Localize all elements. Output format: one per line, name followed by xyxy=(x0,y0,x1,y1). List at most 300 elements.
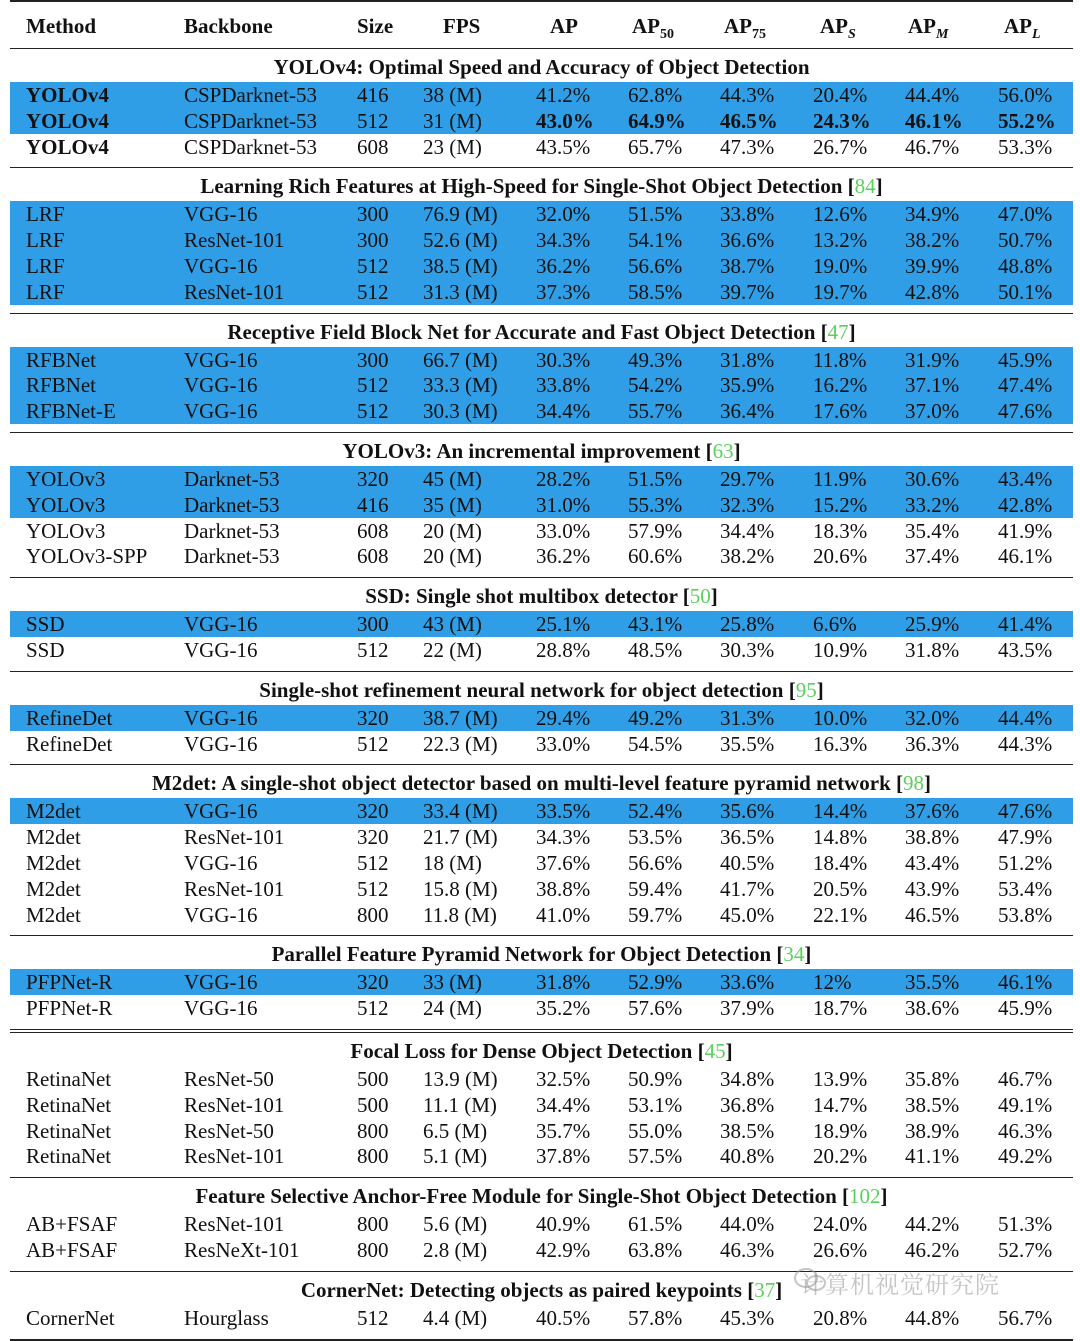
cell-backbone: ResNet-101 xyxy=(184,876,285,901)
cell-apm: 38.8% xyxy=(905,825,960,850)
cell-aps: 20.8% xyxy=(813,1305,868,1330)
cell-size: 608 xyxy=(357,134,389,159)
cell-backbone: Darknet-53 xyxy=(184,466,280,491)
cell-aps: 10.0% xyxy=(813,705,868,730)
cell-ap75: 37.9% xyxy=(720,996,775,1021)
cell-method: YOLOv3 xyxy=(26,466,106,491)
cell-apl: 47.6% xyxy=(998,799,1053,824)
cell-apm: 42.8% xyxy=(905,279,960,304)
cell-method: YOLOv4 xyxy=(26,134,109,159)
cell-apl: 46.1% xyxy=(998,970,1053,995)
section-title xyxy=(10,1033,1073,1066)
cell-ap: 33.0% xyxy=(536,731,591,756)
cell-apm: 43.9% xyxy=(905,876,960,901)
cell-fps: 5.1 (M) xyxy=(423,1144,488,1169)
cell-ap50: 57.5% xyxy=(628,1144,683,1169)
citation-link[interactable]: 45 xyxy=(704,1038,726,1063)
cell-fps: 23 (M) xyxy=(423,134,482,159)
cell-ap50: 58.5% xyxy=(628,279,683,304)
citation: [50] xyxy=(677,584,718,609)
table-row xyxy=(10,850,1073,876)
cell-backbone: VGG-16 xyxy=(184,637,258,662)
cell-ap75: 30.3% xyxy=(720,637,775,662)
cell-apm: 43.4% xyxy=(905,850,960,875)
cell-ap50: 54.1% xyxy=(628,228,683,253)
cell-apm: 30.6% xyxy=(905,466,960,491)
cell-ap: 36.2% xyxy=(536,544,591,569)
cell-ap: 34.4% xyxy=(536,1092,591,1117)
cell-ap: 33.0% xyxy=(536,518,591,543)
cell-ap75: 36.8% xyxy=(720,1092,775,1117)
cell-apl: 51.2% xyxy=(998,850,1053,875)
cell-fps: 18 (M) xyxy=(423,850,482,875)
cell-size: 416 xyxy=(357,492,389,517)
cell-method: YOLOv3-SPP xyxy=(26,544,148,569)
cell-fps: 43 (M) xyxy=(423,612,482,637)
cell-backbone: Darknet-53 xyxy=(184,492,280,517)
cell-apl: 44.4% xyxy=(998,705,1053,730)
cell-ap75: 33.8% xyxy=(720,202,775,227)
cell-fps: 33.4 (M) xyxy=(423,799,498,824)
cell-apm: 35.4% xyxy=(905,518,960,543)
citation-link[interactable]: 47 xyxy=(827,319,849,344)
section-title xyxy=(10,314,1073,347)
section-title xyxy=(10,578,1073,611)
table-row xyxy=(10,1092,1073,1118)
cell-apm: 44.8% xyxy=(905,1305,960,1330)
cell-ap: 38.8% xyxy=(536,876,591,901)
cell-apl: 56.0% xyxy=(998,83,1053,107)
cell-fps: 38 (M) xyxy=(423,83,482,107)
cell-size: 800 xyxy=(357,1237,389,1262)
cell-method: LRF xyxy=(26,202,65,227)
table-row xyxy=(10,492,1073,518)
section-title xyxy=(10,1178,1073,1211)
cell-ap75: 45.3% xyxy=(720,1305,775,1330)
table-row xyxy=(10,201,1073,227)
section-title-text: YOLOv3: An incremental improvement xyxy=(342,438,701,463)
cell-method: PFPNet-R xyxy=(26,970,113,995)
cell-size: 512 xyxy=(357,876,389,901)
cell-apl: 43.4% xyxy=(998,466,1053,491)
cell-size: 512 xyxy=(357,399,389,424)
cell-backbone: VGG-16 xyxy=(184,799,258,824)
table-row xyxy=(10,1143,1073,1169)
table-row xyxy=(10,372,1073,398)
header-ap50-sub: 50 xyxy=(660,27,674,42)
cell-fps: 45 (M) xyxy=(423,466,482,491)
cell-method: RFBNet-E xyxy=(26,399,116,424)
cell-apm: 35.5% xyxy=(905,970,960,995)
cell-fps: 15.8 (M) xyxy=(423,876,498,901)
cell-backbone: ResNet-50 xyxy=(184,1066,274,1091)
table-body xyxy=(10,49,1073,1339)
cell-backbone: Darknet-53 xyxy=(184,544,280,569)
section-8 xyxy=(10,935,1073,1029)
cell-method: LRF xyxy=(26,279,65,304)
cell-fps: 13.9 (M) xyxy=(423,1066,498,1091)
cell-aps: 20.2% xyxy=(813,1144,868,1169)
cell-method: YOLOv3 xyxy=(26,492,106,517)
table-row xyxy=(10,253,1073,279)
cell-ap: 31.0% xyxy=(536,492,591,517)
cell-apm: 37.1% xyxy=(905,373,960,398)
cell-backbone: CSPDarknet-53 xyxy=(184,134,317,159)
cell-aps: 6.6% xyxy=(813,612,857,637)
section-title xyxy=(10,765,1073,798)
cell-apl: 45.9% xyxy=(998,347,1053,372)
cell-ap: 32.5% xyxy=(536,1066,591,1091)
table-row xyxy=(10,731,1073,757)
header-apm xyxy=(908,14,949,42)
section-title xyxy=(10,672,1073,705)
section-title-text: Single-shot refinement neural network for object detection xyxy=(259,677,784,702)
cell-aps: 12.6% xyxy=(813,202,868,227)
cell-apl: 49.2% xyxy=(998,1144,1053,1169)
section-title xyxy=(10,433,1073,466)
cell-size: 416 xyxy=(357,83,389,107)
cell-size: 512 xyxy=(357,731,389,756)
cell-backbone: VGG-16 xyxy=(184,253,258,278)
cell-backbone: Hourglass xyxy=(184,1305,269,1330)
cell-aps: 24.3% xyxy=(813,108,871,133)
cell-ap: 37.6% xyxy=(536,850,591,875)
cell-size: 300 xyxy=(357,202,389,227)
section-title xyxy=(10,168,1073,201)
cell-aps: 26.7% xyxy=(813,134,868,159)
cell-apm: 34.9% xyxy=(905,202,960,227)
cell-ap75: 44.0% xyxy=(720,1212,775,1237)
cell-size: 608 xyxy=(357,518,389,543)
header-ap75 xyxy=(724,14,766,42)
header-aps xyxy=(820,14,856,42)
citation: [98] xyxy=(890,771,932,796)
cell-method: YOLOv4 xyxy=(26,108,109,133)
cell-backbone: VGG-16 xyxy=(184,705,258,730)
cell-fps: 52.6 (M) xyxy=(423,228,498,253)
cell-backbone: ResNet-101 xyxy=(184,1144,285,1169)
cell-ap50: 53.5% xyxy=(628,825,683,850)
cell-method: SSD xyxy=(26,612,65,637)
citation-link[interactable]: 84 xyxy=(854,174,876,199)
header-ap75-sub: 75 xyxy=(752,27,766,42)
cell-method: CornerNet xyxy=(26,1305,115,1330)
header-aps-base: AP xyxy=(820,14,848,38)
cell-ap50: 59.7% xyxy=(628,902,683,927)
cell-backbone: Darknet-53 xyxy=(184,518,280,543)
section-6 xyxy=(10,671,1073,765)
table-row xyxy=(10,1118,1073,1144)
section-1 xyxy=(10,49,1073,167)
table-row xyxy=(10,518,1073,544)
cell-ap: 37.3% xyxy=(536,279,591,304)
cell-ap: 25.1% xyxy=(536,612,591,637)
section-spacer xyxy=(10,756,1073,764)
section-2 xyxy=(10,167,1073,312)
cell-method: RetinaNet xyxy=(26,1066,112,1091)
cell-apm: 38.6% xyxy=(905,996,960,1021)
cell-ap75: 34.8% xyxy=(720,1066,775,1091)
cell-apl: 41.9% xyxy=(998,518,1053,543)
cell-apl: 48.8% xyxy=(998,253,1053,278)
cell-method: RetinaNet xyxy=(26,1092,112,1117)
cell-backbone: CSPDarknet-53 xyxy=(184,108,317,133)
cell-aps: 11.9% xyxy=(813,466,867,491)
cell-apl: 56.7% xyxy=(998,1305,1053,1330)
cell-size: 320 xyxy=(357,970,389,995)
table-row xyxy=(10,611,1073,637)
cell-ap: 35.7% xyxy=(536,1118,591,1143)
cell-apl: 42.8% xyxy=(998,492,1053,517)
cell-aps: 13.2% xyxy=(813,228,868,253)
cell-size: 608 xyxy=(357,544,389,569)
citation-link[interactable]: 102 xyxy=(849,1184,881,1209)
citation-link[interactable]: 37 xyxy=(754,1277,776,1302)
section-title-text: Feature Selective Anchor-Free Module for Single-Shot Object Detection xyxy=(195,1184,837,1209)
table-row xyxy=(10,798,1073,824)
cell-ap75: 36.6% xyxy=(720,228,775,253)
cell-ap50: 64.9% xyxy=(628,108,686,133)
cell-fps: 33 (M) xyxy=(423,970,482,995)
cell-ap75: 41.7% xyxy=(720,876,775,901)
cell-apl: 47.4% xyxy=(998,373,1053,398)
cell-apm: 35.8% xyxy=(905,1066,960,1091)
cell-ap75: 31.3% xyxy=(720,705,775,730)
table-row xyxy=(10,347,1073,373)
cell-ap50: 63.8% xyxy=(628,1237,683,1262)
citation: [47] xyxy=(815,319,856,344)
header-apm-base: AP xyxy=(908,14,936,38)
cell-apl: 46.7% xyxy=(998,1066,1053,1091)
cell-aps: 14.8% xyxy=(813,825,868,850)
cell-ap: 28.8% xyxy=(536,637,591,662)
cell-apm: 33.2% xyxy=(905,492,960,517)
table-row xyxy=(10,1237,1073,1263)
cell-ap50: 60.6% xyxy=(628,544,683,569)
header-size: Size xyxy=(357,14,394,38)
cell-size: 800 xyxy=(357,902,389,927)
section-spacer xyxy=(10,159,1073,167)
cell-ap: 34.3% xyxy=(536,825,591,850)
section-title-text: YOLOv4: Optimal Speed and Accuracy of Object Detection xyxy=(273,55,810,79)
table-bottom-rule xyxy=(10,1339,1073,1341)
cell-apl: 51.3% xyxy=(998,1212,1053,1237)
cell-ap75: 31.8% xyxy=(720,347,775,372)
section-5 xyxy=(10,577,1073,671)
cell-ap50: 62.8% xyxy=(628,83,683,107)
cell-aps: 26.6% xyxy=(813,1237,868,1262)
cell-apl: 47.6% xyxy=(998,399,1053,424)
citation-link[interactable]: 63 xyxy=(712,438,734,463)
table-row xyxy=(10,1066,1073,1092)
cell-backbone: VGG-16 xyxy=(184,731,258,756)
section-title-text: M2det: A single-shot object detector based on multi-level feature pyramid network xyxy=(151,771,891,796)
cell-backbone: ResNet-101 xyxy=(184,1212,285,1237)
cell-ap: 34.3% xyxy=(536,228,591,253)
table-row xyxy=(10,398,1073,424)
cell-backbone: ResNet-101 xyxy=(184,228,285,253)
cell-size: 300 xyxy=(357,347,389,372)
cell-fps: 6.5 (M) xyxy=(423,1118,488,1143)
citation: [45] xyxy=(692,1038,733,1063)
cell-method: RetinaNet xyxy=(26,1118,112,1143)
header-ap50-base: AP xyxy=(632,14,660,38)
citation-link[interactable]: 98 xyxy=(903,771,925,796)
citation-link[interactable]: 95 xyxy=(795,677,817,702)
header-aps-sub: S xyxy=(848,27,856,42)
table-row xyxy=(10,108,1073,134)
cell-fps: 22.3 (M) xyxy=(423,731,498,756)
cell-ap50: 49.3% xyxy=(628,347,683,372)
cell-apm: 36.3% xyxy=(905,731,960,756)
header-apm-sub: M xyxy=(936,27,949,42)
cell-size: 512 xyxy=(357,850,389,875)
cell-apl: 46.1% xyxy=(998,544,1053,569)
cell-ap75: 44.3% xyxy=(720,83,775,107)
citation: [84] xyxy=(842,174,883,199)
cell-ap: 30.3% xyxy=(536,347,591,372)
cell-method: SSD xyxy=(26,637,65,662)
cell-apm: 46.7% xyxy=(905,134,960,159)
table-row xyxy=(10,82,1073,108)
cell-ap75: 38.7% xyxy=(720,253,775,278)
cell-method: M2det xyxy=(26,799,81,824)
cell-ap50: 52.9% xyxy=(628,970,683,995)
citation: [37] xyxy=(741,1277,783,1302)
cell-apm: 46.1% xyxy=(905,108,963,133)
cell-fps: 22 (M) xyxy=(423,637,482,662)
cell-backbone: ResNet-50 xyxy=(184,1118,274,1143)
cell-ap: 40.5% xyxy=(536,1305,591,1330)
table-row xyxy=(10,466,1073,492)
cell-apm: 38.2% xyxy=(905,228,960,253)
cell-ap75: 46.5% xyxy=(720,108,778,133)
cell-aps: 20.4% xyxy=(813,83,868,107)
cell-ap75: 38.2% xyxy=(720,544,775,569)
cell-apm: 44.4% xyxy=(905,83,960,107)
cell-ap: 36.2% xyxy=(536,253,591,278)
section-spacer xyxy=(10,1169,1073,1177)
section-spacer xyxy=(10,569,1073,577)
header-apl-sub: L xyxy=(1032,27,1041,42)
cell-fps: 31.3 (M) xyxy=(423,279,498,304)
cell-aps: 10.9% xyxy=(813,637,868,662)
cell-size: 300 xyxy=(357,612,389,637)
table-row xyxy=(10,279,1073,305)
cell-ap50: 56.6% xyxy=(628,850,683,875)
section-title-text: Focal Loss for Dense Object Detection xyxy=(350,1038,693,1063)
cell-ap75: 38.5% xyxy=(720,1118,775,1143)
cell-ap75: 32.3% xyxy=(720,492,775,517)
cell-method: AB+FSAF xyxy=(26,1212,118,1237)
cell-size: 512 xyxy=(357,253,389,278)
cell-ap: 43.0% xyxy=(536,108,594,133)
cell-ap50: 54.2% xyxy=(628,373,683,398)
section-10 xyxy=(10,1177,1073,1271)
header-ap: AP xyxy=(550,14,578,38)
cell-apl: 47.9% xyxy=(998,825,1053,850)
cell-method: M2det xyxy=(26,876,81,901)
cell-backbone: CSPDarknet-53 xyxy=(184,83,317,107)
header-backbone: Backbone xyxy=(184,14,273,38)
cell-ap75: 39.7% xyxy=(720,279,775,304)
table-row xyxy=(10,134,1073,160)
section-title-text: Learning Rich Features at High-Speed for Single-Shot Object Detection xyxy=(200,174,843,199)
cell-apl: 50.1% xyxy=(998,279,1053,304)
cell-fps: 11.1 (M) xyxy=(423,1092,497,1117)
cell-ap75: 35.5% xyxy=(720,731,775,756)
cell-ap50: 61.5% xyxy=(628,1212,683,1237)
cell-ap: 42.9% xyxy=(536,1237,591,1262)
cell-apl: 41.4% xyxy=(998,612,1053,637)
cell-ap50: 54.5% xyxy=(628,731,683,756)
cell-method: PFPNet-R xyxy=(26,996,113,1021)
comparison-table xyxy=(10,0,1073,1341)
cell-ap50: 43.1% xyxy=(628,612,683,637)
cell-ap50: 51.5% xyxy=(628,202,683,227)
cell-ap: 31.8% xyxy=(536,970,591,995)
cell-ap75: 33.6% xyxy=(720,970,775,995)
section-3 xyxy=(10,313,1073,432)
table-row xyxy=(10,902,1073,928)
citation-link[interactable]: 34 xyxy=(783,942,805,967)
cell-ap50: 48.5% xyxy=(628,637,683,662)
cell-fps: 66.7 (M) xyxy=(423,347,498,372)
cell-ap50: 49.2% xyxy=(628,705,683,730)
citation-link[interactable]: 50 xyxy=(689,584,711,609)
cell-size: 800 xyxy=(357,1212,389,1237)
cell-aps: 22.1% xyxy=(813,902,868,927)
cell-backbone: ResNet-101 xyxy=(184,279,285,304)
cell-apm: 39.9% xyxy=(905,253,960,278)
cell-ap: 35.2% xyxy=(536,996,591,1021)
cell-ap50: 57.9% xyxy=(628,518,683,543)
header-ap50 xyxy=(632,14,674,42)
cell-apl: 50.7% xyxy=(998,228,1053,253)
cell-backbone: VGG-16 xyxy=(184,996,258,1021)
section-spacer xyxy=(10,1331,1073,1339)
cell-apl: 53.4% xyxy=(998,876,1053,901)
cell-fps: 38.5 (M) xyxy=(423,253,498,278)
cell-backbone: ResNeXt-101 xyxy=(184,1237,300,1262)
cell-apm: 37.0% xyxy=(905,399,960,424)
cell-aps: 24.0% xyxy=(813,1212,868,1237)
cell-fps: 21.7 (M) xyxy=(423,825,498,850)
cell-apl: 55.2% xyxy=(998,108,1056,133)
header-apl-base: AP xyxy=(1004,14,1032,38)
cell-fps: 4.4 (M) xyxy=(423,1305,488,1330)
header-apl xyxy=(1004,14,1041,42)
cell-apl: 49.1% xyxy=(998,1092,1053,1117)
cell-apl: 53.3% xyxy=(998,134,1053,159)
cell-apm: 37.4% xyxy=(905,544,960,569)
cell-aps: 18.9% xyxy=(813,1118,868,1143)
section-title-text: CornerNet: Detecting objects as paired keypoints xyxy=(300,1277,742,1302)
cell-method: RefineDet xyxy=(26,731,113,756)
cell-aps: 14.7% xyxy=(813,1092,868,1117)
cell-backbone: VGG-16 xyxy=(184,373,258,398)
cell-ap50: 51.5% xyxy=(628,466,683,491)
cell-size: 320 xyxy=(357,825,389,850)
cell-apm: 31.8% xyxy=(905,637,960,662)
cell-ap75: 40.8% xyxy=(720,1144,775,1169)
section-spacer xyxy=(10,424,1073,432)
cell-ap75: 40.5% xyxy=(720,850,775,875)
cell-size: 800 xyxy=(357,1144,389,1169)
section-7 xyxy=(10,764,1073,935)
cell-method: LRF xyxy=(26,228,65,253)
cell-method: M2det xyxy=(26,825,81,850)
